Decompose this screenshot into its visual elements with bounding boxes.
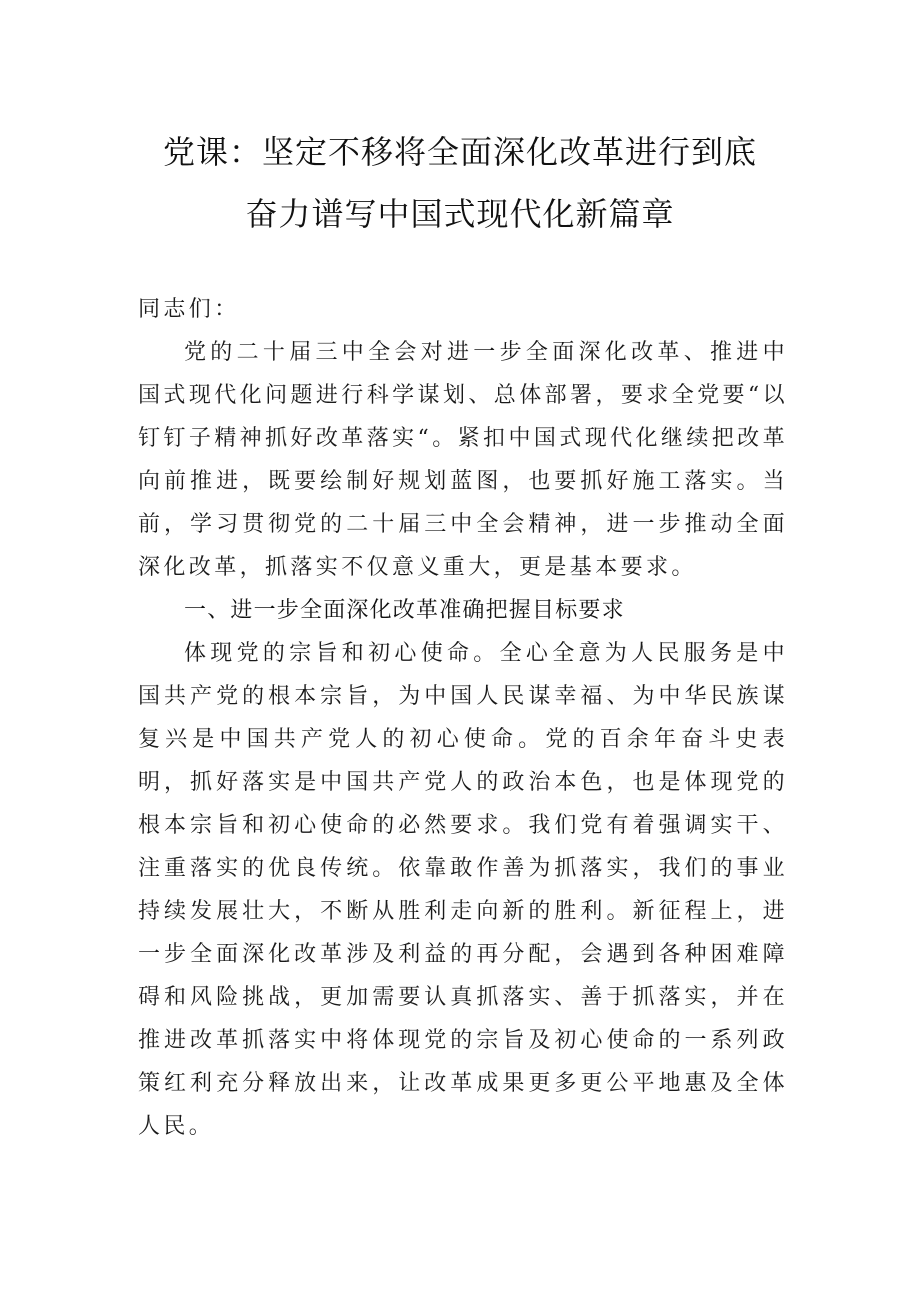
paragraph-intro: 党的二十届三中全会对进一步全面深化改革、推进中国式现代化问题进行科学谋划、总体部署，要求全党要“以钉钉子精神抓好改革落实“。紧扣中国式现代化继续把改革向前推进，既要绘制好规划蓝图，也要抓好施工落实。当前，学习贯彻党的二十届三中全会精神，进一步推动全面深化改革，抓落实不仅意义重大，更是基本要求。 <box>138 340 788 580</box>
section-heading-1: 一、进一步全面深化改革准确把握目标要求 <box>184 598 625 623</box>
document-body <box>138 288 788 1148</box>
salutation: 同志们： <box>138 297 240 322</box>
document-title-line-2: 奋力谱写中国式现代化新篇章 <box>245 195 675 233</box>
paragraph-section-1: 体现党的宗旨和初心使命。全心全意为人民服务是中国共产党的根本宗旨，为中国人民谋幸福、为中华民族谋复兴是中国共产党人的初心使命。党的百余年奋斗史表明，抓好落实是中国共产党人的政治本色，也是体现党的根本宗旨和初心使命的必然要求。我们党有着强调实干、注重落实的优良传统。依靠敢作善为抓落实，我们的事业持续发展壮大，不断从胜利走向新的胜利。新征程上，进一步全面深化改革涉及利益的再分配，会遇到各种困难障碍和风险挑战，更加需要认真抓落实、善于抓落实，并在推进改革抓落实中将体现党的宗旨及初心使命的一系列政策红利充分释放出来，让改革成果更多更公平地惠及全体人民。 <box>138 641 788 1139</box>
document-title-line-1: 党课：坚定不移将全面深化改革进行到底 <box>162 133 757 171</box>
